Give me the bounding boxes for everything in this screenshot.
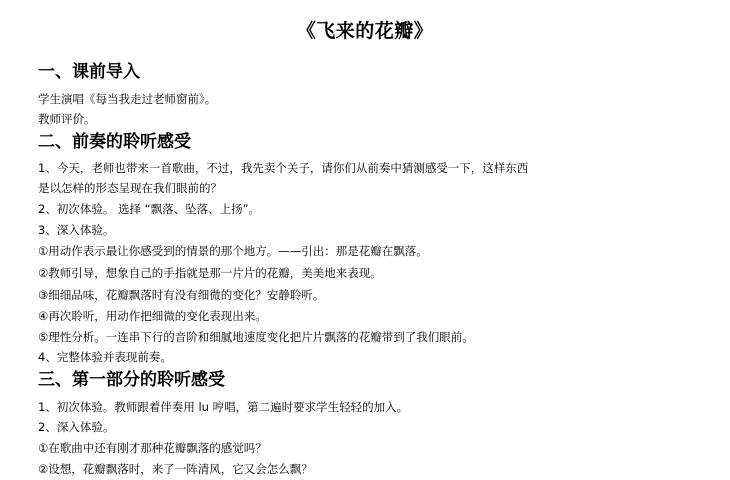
document-title: 《飞来的花瓣》: [296, 20, 434, 42]
section-3-line-4: ②设想，花瓣飘落时，来了一阵清风，它又会怎么飘？: [38, 462, 313, 476]
section-3-line-3: ①在歌曲中还有刚才那种花瓣飘落的感觉吗？: [38, 441, 267, 455]
section-2-line-10: 4、完整体验并表现前奏。: [38, 350, 172, 364]
section-2-line-2: 是以怎样的形态呈现在我们眼前的？: [38, 181, 222, 195]
section-3-line-1: 1、初次体验。教师跟着伴奏用 lu 哼唱，第二遍时要求学生轻轻的加入。: [38, 400, 409, 414]
section-1-line-2: 教师评价。: [38, 112, 96, 126]
section-2-line-3: 2、初次体验。 选择 “飘落、坠落、上扬”。: [38, 202, 261, 216]
section-2-line-4: 3、深入体验。: [38, 223, 115, 237]
section-2-line-9: ⑤理性分析。一连串下行的音阶和细腻地速度变化把片片飘落的花瓣带到了我们眼前。: [38, 330, 474, 344]
section-2-line-7: ③细细品味，花瓣飘落时有没有细微的变化？安静聆听。: [38, 288, 325, 302]
section-1-heading: 一、课前导入: [38, 62, 140, 82]
section-1-line-1: 学生演唱《每当我走过老师窗前》。: [38, 92, 217, 106]
section-3-line-2: 2、深入体验。: [38, 420, 115, 434]
section-2-line-5: ①用动作表示最让你感受到的情景的那个地方。——引出：那是花瓣在飘落。: [38, 244, 428, 258]
section-2-line-1: 1、今天，老师也带来一首歌曲，不过，我先卖个关子，请你们从前奏中猜测感受一下，这样东西: [38, 161, 529, 175]
section-2-line-8: ④再次聆听，用动作把细微的变化表现出来。: [38, 309, 267, 323]
section-2-line-6: ②教师引导，想象自己的手指就是那一片片的花瓣，美美地来表现。: [38, 266, 382, 280]
section-3-heading: 三、第一部分的聆听感受: [38, 370, 225, 390]
section-2-heading: 二、前奏的聆听感受: [38, 132, 191, 152]
